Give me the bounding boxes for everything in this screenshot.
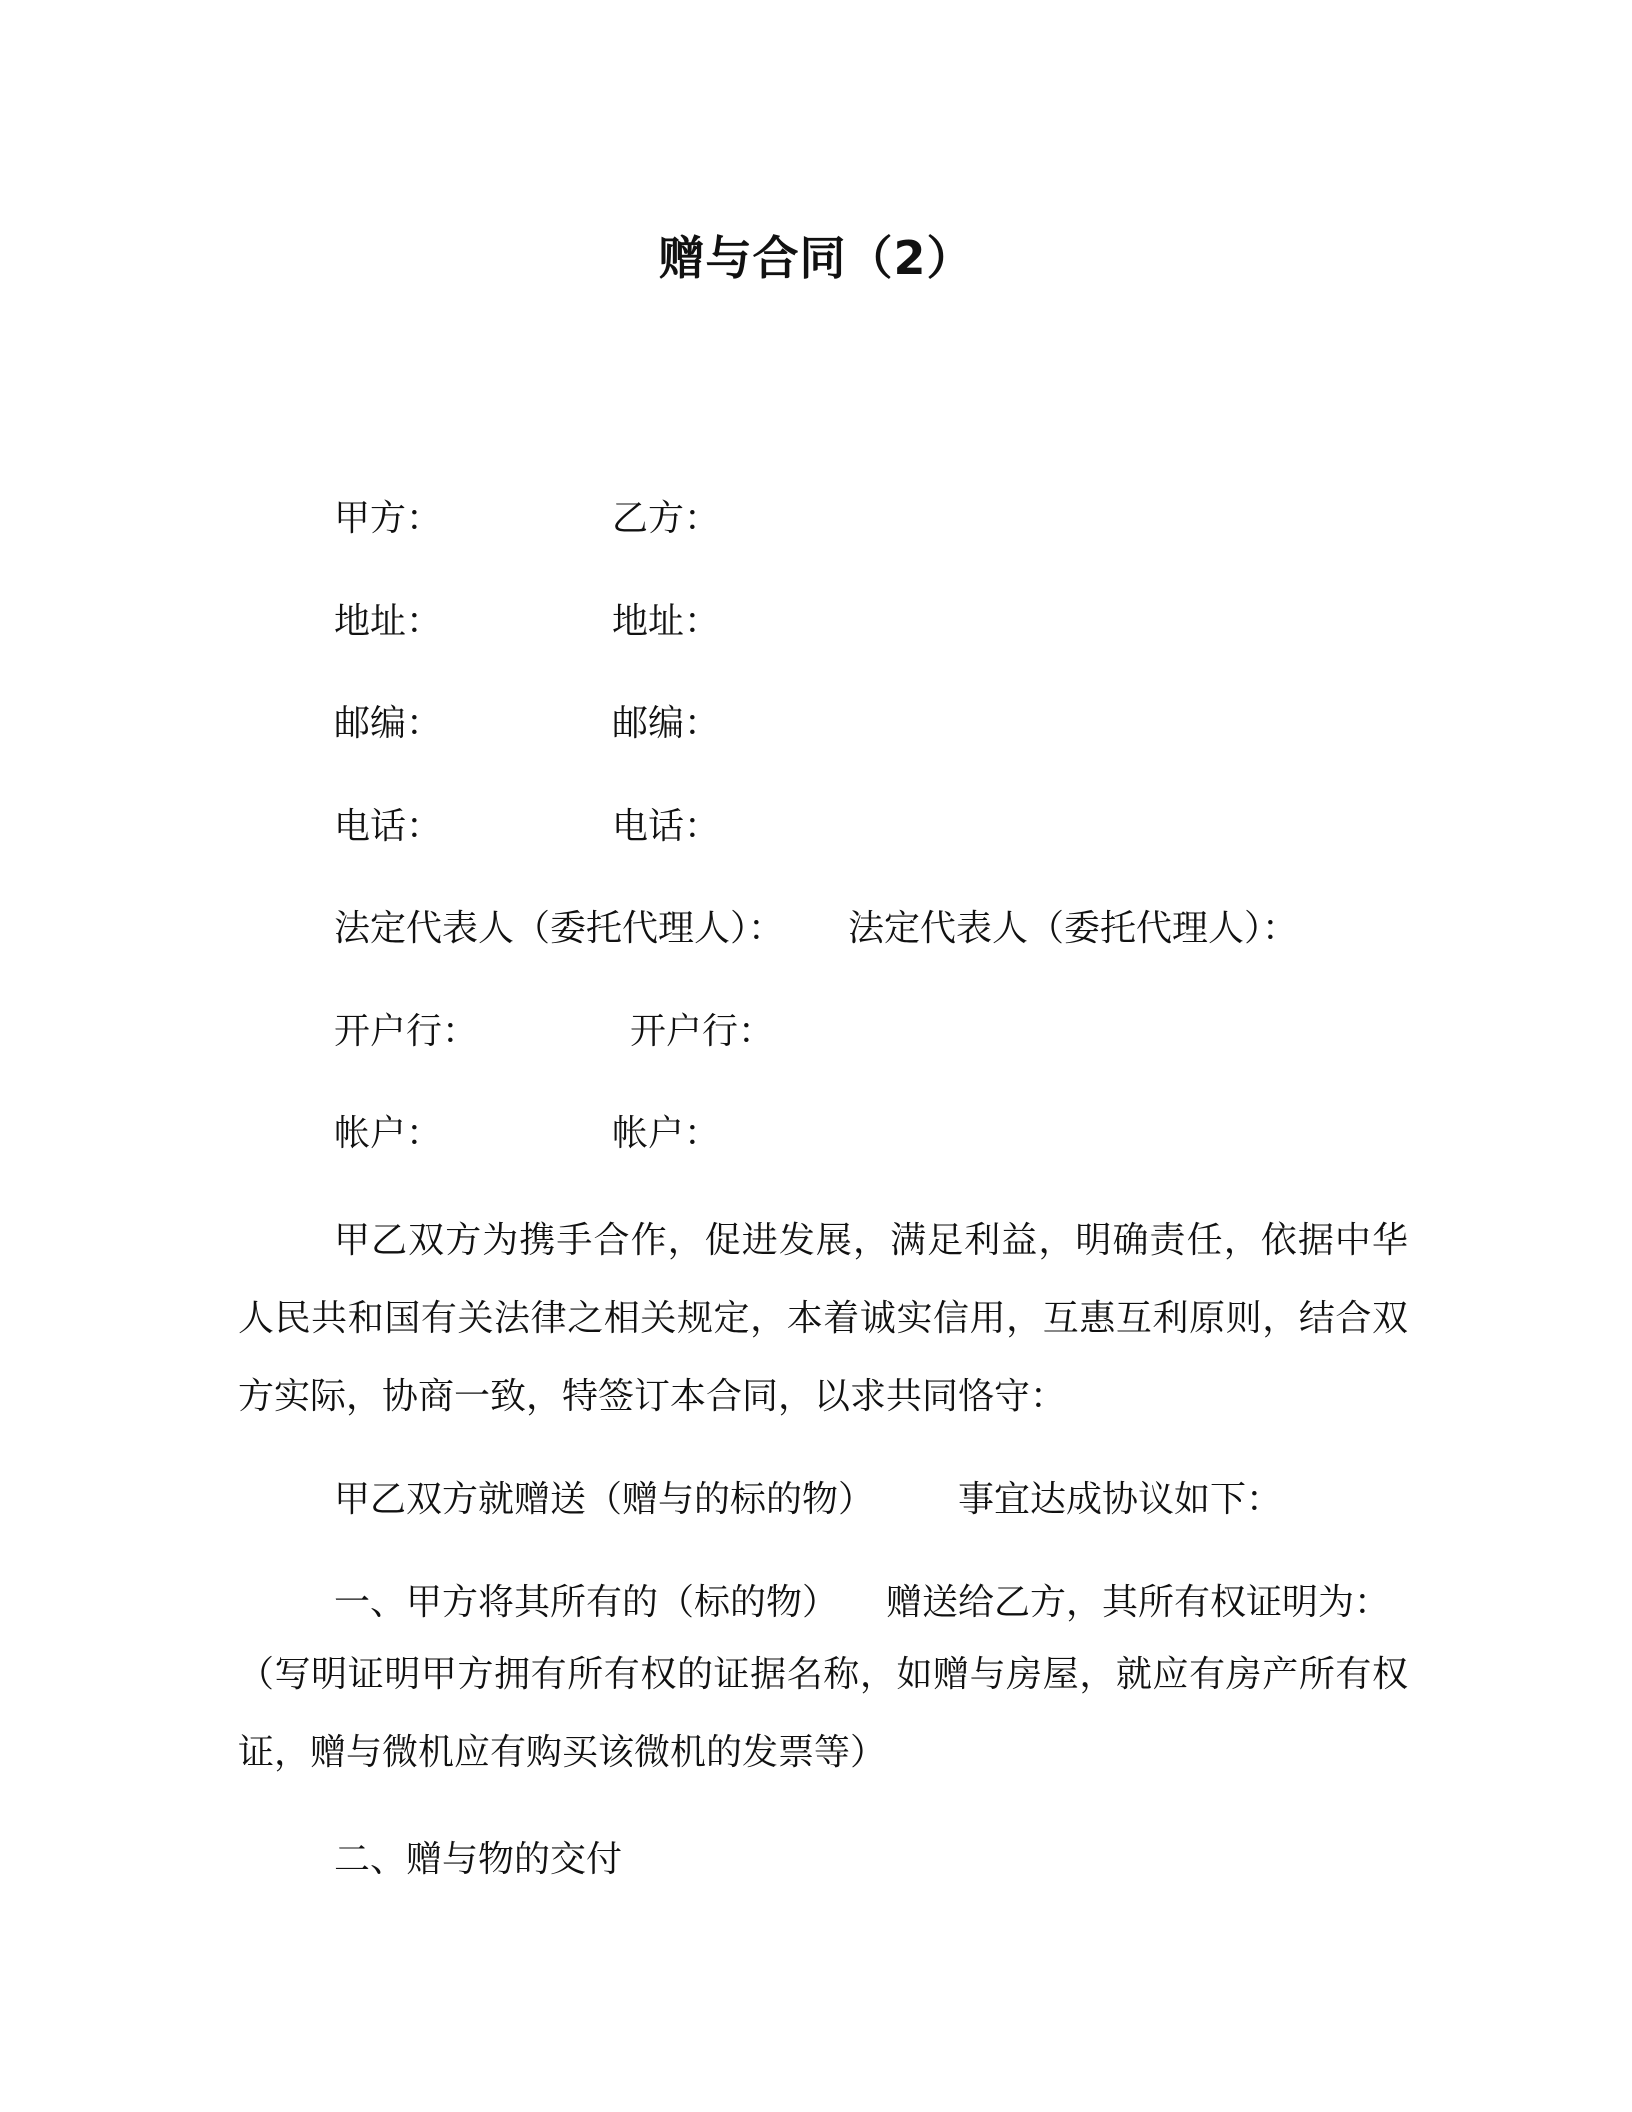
party-a-bank-label: 开户行： [334, 1011, 479, 1052]
agreement-line-part2: 事宜达成协议如下： [958, 1479, 1283, 1520]
party-a-address-label: 地址： [334, 601, 443, 642]
party-b-address-label: 地址： [612, 601, 721, 642]
clause1-part1: 一、甲方将其所有的（标的物） [334, 1582, 839, 1623]
party-b-postcode-label: 邮编： [612, 703, 721, 744]
clause1-part2: 赠送给乙方，其所有权证明为： [886, 1582, 1391, 1623]
party-b-bank-label: 开户行： [630, 1011, 775, 1052]
clause1-continuation: （写明证明甲方拥有所有权的证据名称，如赠与房屋，就应有房产所有权证，赠与微机应有购买该微机的发票等） [238, 1654, 1408, 1773]
intro-paragraph: 甲乙双方为携手合作，促进发展，满足利益，明确责任，依据中华人民共和国有关法律之相关规定，本着诚实信用，互惠互利原则，结合双方实际，协商一致，特签订本合同，以求共同恪守： [238, 1220, 1408, 1417]
party-a-phone-label: 电话： [334, 806, 443, 847]
party-b-name-label: 乙方： [612, 498, 721, 539]
party-b-account-label: 帐户： [612, 1113, 721, 1154]
party-b-phone-label: 电话： [612, 806, 721, 847]
document-title: 赠与合同（2） [658, 231, 974, 285]
party-a-postcode-label: 邮编： [334, 703, 443, 744]
party-a-account-label: 帐户： [334, 1113, 443, 1154]
clause1-first-line [334, 1573, 1390, 1633]
party-a-representative-label: 法定代表人（委托代理人）： [334, 908, 785, 949]
clause2-heading: 二、赠与物的交付 [334, 1839, 623, 1880]
party-a-name-label: 甲方： [334, 498, 443, 539]
agreement-line-part1: 甲乙双方就赠送（赠与的标的物） [334, 1479, 875, 1520]
agreement-line [334, 1470, 1282, 1530]
party-b-representative-label: 法定代表人（委托代理人）： [848, 908, 1299, 949]
